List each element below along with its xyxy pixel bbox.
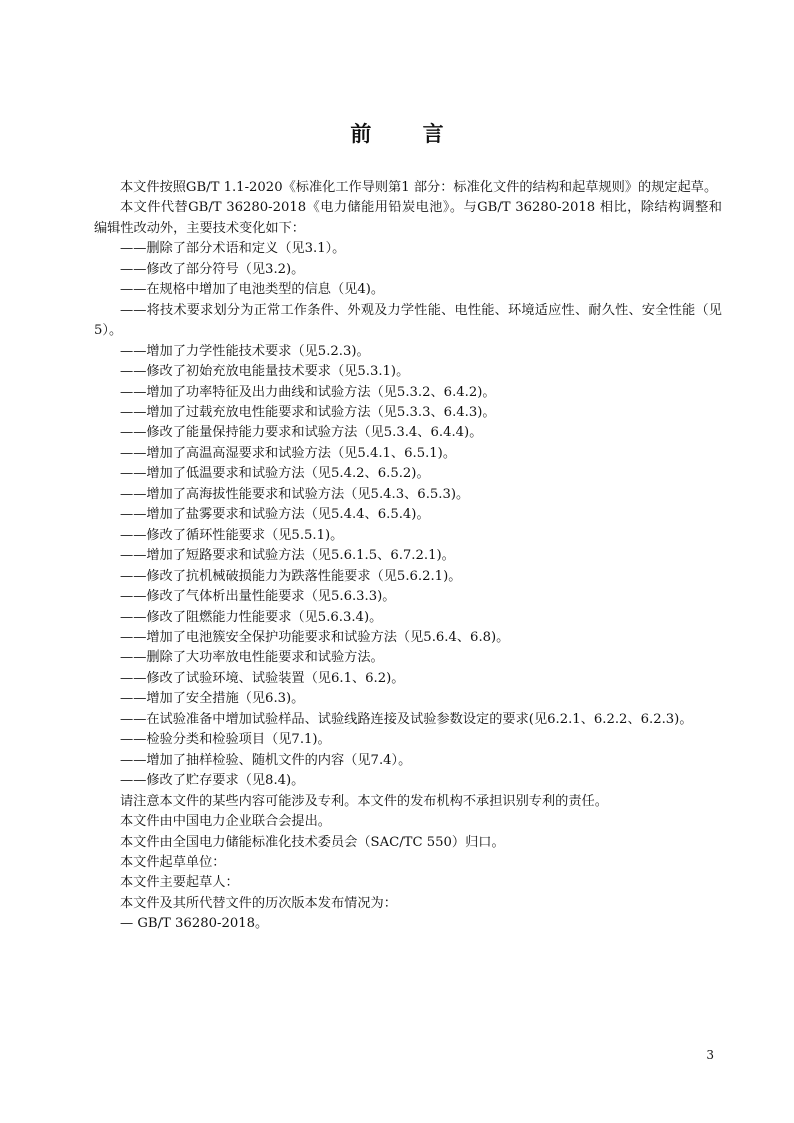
change-item: ——修改了试验环境、试验装置（见6.1、6.2)。 — [120, 670, 405, 686]
change-item: ——增加了低温要求和试验方法（见5.4.2、6.5.2)。 — [120, 466, 430, 482]
paragraph-history-item: — GB/T 36280-2018。 — [120, 916, 269, 932]
paragraph-drafters: 本文件主要起草人： — [120, 875, 239, 891]
change-item: ——修改了气体析出量性能要求（见5.6.3.3)。 — [120, 589, 396, 605]
paragraph-patent-notice: 请注意本文件的某些内容可能涉及专利。本文件的发布机构不承担识别专利的责任。 — [120, 793, 608, 809]
change-item: ——增加了功率特征及出力曲线和试验方法（见5.3.2、6.4.2)。 — [120, 384, 496, 400]
page-title: 前 言 — [350, 121, 466, 146]
paragraph-proposer: 本文件由中国电力企业联合会提出。 — [120, 814, 331, 830]
document-body — [94, 178, 722, 935]
change-item: ——修改了抗机械破损能力为跌落性能要求（见5.6.2.1)。 — [120, 568, 462, 584]
paragraph-committee: 本文件由全国电力储能标准化技术委员会（SAC/TC 550）归口。 — [120, 834, 505, 850]
change-item: ——增加了盐雾要求和试验方法（见5.4.4、6.5.4)。 — [120, 507, 430, 523]
change-item: ——删除了大功率放电性能要求和试验方法。 — [120, 650, 384, 666]
page-number: 3 — [706, 1048, 714, 1062]
change-item: ——增加了高海拔性能要求和试验方法（见5.4.3、6.5.3)。 — [120, 486, 470, 502]
change-item: ——增加了抽样检验、随机文件的内容（见7.4）。 — [120, 752, 412, 768]
change-item: ——修改了部分符号（见3.2)。 — [120, 261, 305, 277]
paragraph-history: 本文件及其所代替文件的历次版本发布情况为： — [120, 895, 397, 911]
paragraph-drafting-units: 本文件起草单位： — [120, 854, 226, 870]
change-item: ——将技术要求划分为正常工作条件、外观及力学性能、电性能、环境适应性、耐久性、安全性能（见5）。 — [94, 302, 722, 339]
change-item: ——修改了贮存要求（见8.4)。 — [120, 773, 305, 789]
change-item: ——修改了能量保持能力要求和试验方法（见5.3.4、6.4.4)。 — [120, 425, 483, 441]
change-item: ——在规格中增加了电池类型的信息（见4)。 — [120, 282, 385, 298]
change-item: ——修改了初始充放电能量技术要求（见5.3.1)。 — [120, 364, 410, 380]
change-item: ——检验分类和检验项目（见7.1)。 — [120, 732, 331, 748]
change-item: ——修改了阻燃能力性能要求（见5.6.3.4)。 — [120, 609, 383, 625]
paragraph-replacement: 本文件代替GB/T 36280-2018《电力储能用铅炭电池》。与GB/T 36280-2018 相比，除结构调整和编辑性改动外，主要技术变化如下： — [94, 200, 722, 236]
change-item: ——删除了部分术语和定义（见3.1）。 — [120, 241, 346, 257]
change-item: ——修改了循环性能要求（见5.5.1)。 — [120, 527, 344, 543]
change-item: ——增加了短路要求和试验方法（见5.6.1.5、6.7.2.1)。 — [120, 548, 455, 564]
change-item: ——增加了过载充放电性能要求和试验方法（见5.3.3、6.4.3)。 — [120, 404, 496, 420]
change-item: ——增加了安全措施（见6.3)。 — [120, 691, 305, 707]
change-item: ——增加了电池簇安全保护功能要求和试验方法（见5.6.4、6.8)。 — [120, 629, 510, 645]
change-item: ——增加了高温高湿要求和试验方法（见5.4.1、6.5.1)。 — [120, 445, 457, 461]
paragraph-scope: 本文件按照GB/T 1.1-2020《标准化工作导则第1 部分：标准化文件的结构和起草规则》的规定起草。 — [120, 180, 718, 195]
change-item: ——在试验准备中增加试验样品、试验线路连接及试验参数设定的要求(见6.2.1、6.2.2、6.2.3)。 — [120, 711, 693, 727]
change-item: ——增加了力学性能技术要求（见5.2.3)。 — [120, 343, 370, 359]
